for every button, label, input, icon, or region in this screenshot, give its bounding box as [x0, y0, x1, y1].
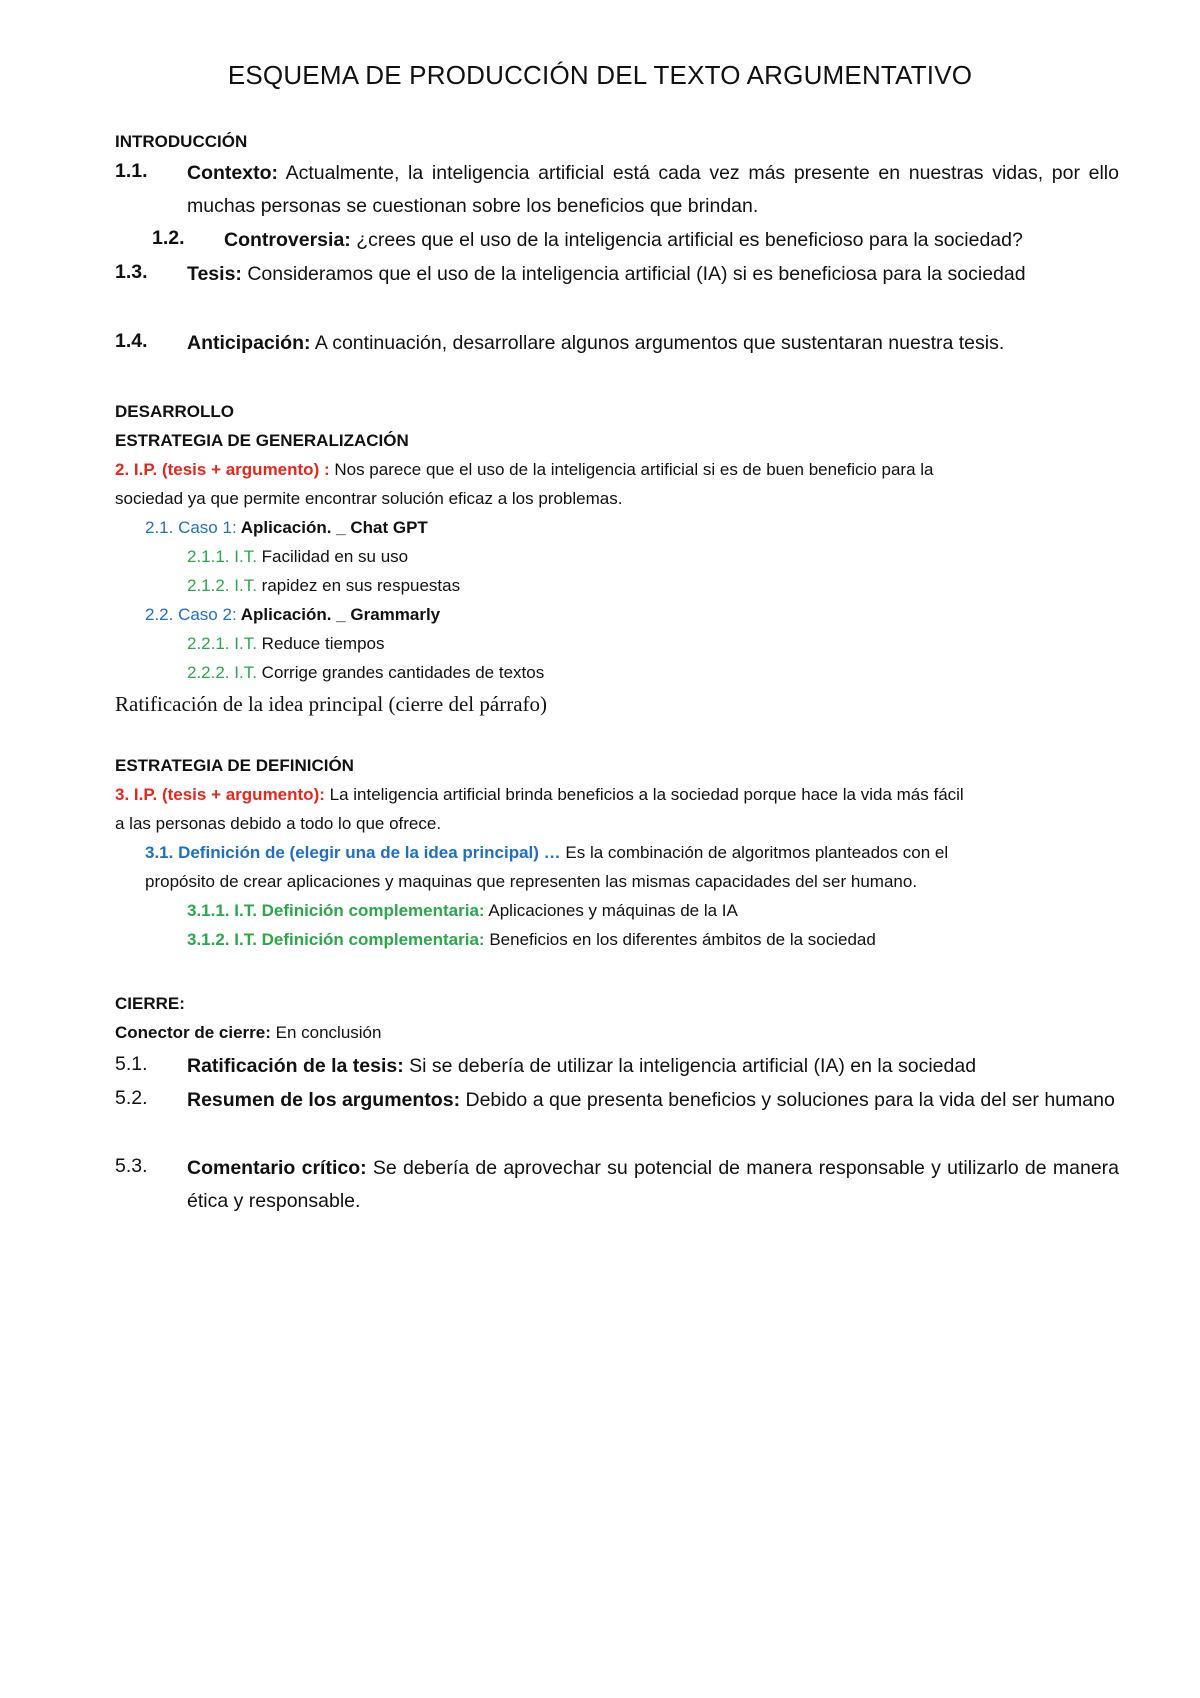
cierre-item-2-text: Debido a que presenta beneficios y soluciones para la vida del ser humano — [460, 1089, 1115, 1111]
intro-item-3-label: Tesis: — [187, 263, 242, 285]
intro-item-3-number: 1.3. — [115, 261, 148, 283]
definicion-heading: ESTRATEGIA DE DEFINICIÓN — [115, 756, 354, 775]
definicion-3-1-1-label: 3.1.1. I.T. Definición complementaria: — [187, 901, 485, 920]
case-2-label: 2.2. Caso 2: — [145, 605, 237, 624]
it-2-2-2 — [187, 663, 544, 683]
intro-item-1-text: Actualmente, la inteligencia artificial está cada vez más presente en nuestras vidas, por ello muchas personas se cuestionan sobre los beneficios que brindan. — [187, 162, 1119, 217]
definicion-3-1-line-1 — [145, 843, 948, 863]
definicion-3-1-label: 3.1. Definición de (elegir una de la idea principal) … — [145, 843, 561, 862]
cierre-connector-text: En conclusión — [270, 1023, 382, 1042]
intro-item-2-text: ¿crees que el uso de la inteligencia artificial es beneficioso para la sociedad? — [350, 229, 1023, 251]
generalizacion-ip-text-1: Nos parece que el uso de la inteligencia artificial si es de buen beneficio para la — [329, 460, 934, 479]
cierre-heading: CIERRE: — [115, 994, 185, 1013]
case-1-text: Aplicación. _ Chat GPT — [236, 518, 428, 537]
case-2-text: Aplicación. _ Grammarly — [236, 605, 441, 624]
cierre-item-3 — [187, 1152, 1119, 1218]
it-2-1-2 — [187, 576, 460, 596]
it-2-2-2-label: 2.2.2. I.T. — [187, 663, 257, 682]
it-2-1-1-text: Facilidad en su uso — [256, 547, 409, 566]
it-2-2-2-text: Corrige grandes cantidades de textos — [256, 663, 545, 682]
definicion-3-1-1 — [187, 901, 738, 921]
generalizacion-ip-line-1 — [115, 460, 933, 480]
intro-item-1 — [187, 157, 1119, 223]
it-2-1-1-label: 2.1.1. I.T. — [187, 547, 257, 566]
cierre-connector-label: Conector de cierre: — [115, 1023, 271, 1042]
definicion-ip-text-1: La inteligencia artificial brinda beneficios a la sociedad porque hace la vida más fácil — [324, 785, 964, 804]
cierre-item-1-text: Si se debería de utilizar la inteligencia artificial (IA) en la sociedad — [403, 1055, 977, 1077]
intro-item-1-number: 1.1. — [115, 160, 148, 182]
cierre-item-2-number: 5.2. — [115, 1087, 148, 1109]
case-1-label: 2.1. Caso 1: — [145, 518, 237, 537]
intro-item-2-number: 1.2. — [152, 227, 185, 249]
intro-item-2 — [224, 224, 1124, 257]
generalizacion-heading: ESTRATEGIA DE GENERALIZACIÓN — [115, 431, 409, 450]
it-2-1-2-label: 2.1.2. I.T. — [187, 576, 257, 595]
cierre-item-3-text: Se debería de aprovechar su potencial de manera responsable y utilizarlo de manera ética y responsable. — [187, 1157, 1119, 1212]
cierre-item-3-number: 5.3. — [115, 1155, 148, 1177]
definicion-3-1-2-text: Beneficios en los diferentes ámbitos de la sociedad — [484, 930, 876, 949]
cierre-item-3-label: Comentario crítico: — [187, 1157, 367, 1179]
case-1 — [145, 518, 428, 538]
it-2-1-1 — [187, 547, 408, 567]
intro-item-3-text: Consideramos que el uso de la inteligencia artificial (IA) si es beneficiosa para la sociedad — [241, 263, 1026, 285]
cierre-item-1-label: Ratificación de la tesis: — [187, 1055, 404, 1077]
it-2-2-1-label: 2.2.1. I.T. — [187, 634, 257, 653]
definicion-3-1-text-1: Es la combinación de algoritmos planteados con el — [560, 843, 949, 862]
intro-heading: INTRODUCCIÓN — [115, 132, 248, 151]
ratificacion-idea-principal: Ratificación de la idea principal (cierre del párrafo) — [115, 692, 548, 716]
definicion-ip-line-1 — [115, 785, 964, 805]
intro-item-4-number: 1.4. — [115, 330, 148, 352]
definicion-3-1-2 — [187, 930, 876, 950]
it-2-2-1 — [187, 634, 385, 654]
case-2 — [145, 605, 440, 625]
intro-item-4-text: A continuación, desarrollare algunos argumentos que sustentaran nuestra tesis. — [310, 332, 1005, 354]
intro-item-4-label: Anticipación: — [187, 332, 311, 354]
definicion-ip-label: 3. I.P. (tesis + argumento): — [115, 785, 325, 804]
definicion-3-1-text-2: propósito de crear aplicaciones y maquinas que representen las mismas capacidades del ser humano. — [145, 872, 918, 891]
cierre-item-2-label: Resumen de los argumentos: — [187, 1089, 461, 1111]
desarrollo-heading: DESARROLLO — [115, 402, 234, 421]
definicion-3-1-2-label: 3.1.2. I.T. Definición complementaria: — [187, 930, 485, 949]
document-title: ESQUEMA DE PRODUCCIÓN DEL TEXTO ARGUMENTATIVO — [227, 60, 973, 90]
intro-item-2-label: Controversia: — [224, 229, 351, 251]
cierre-item-2 — [187, 1084, 1119, 1117]
it-2-1-2-text: rapidez en sus respuestas — [256, 576, 461, 595]
definicion-ip-text-2: a las personas debido a todo lo que ofrece. — [115, 814, 442, 833]
generalizacion-ip-text-2: sociedad ya que permite encontrar solución eficaz a los problemas. — [115, 489, 623, 508]
intro-item-4 — [187, 327, 1127, 360]
cierre-item-1 — [187, 1050, 1127, 1083]
intro-item-3 — [187, 258, 1119, 291]
definicion-3-1-1-text: Aplicaciones y máquinas de la IA — [484, 901, 738, 920]
intro-item-1-label: Contexto: — [187, 162, 278, 184]
cierre-item-1-number: 5.1. — [115, 1053, 148, 1075]
it-2-2-1-text: Reduce tiempos — [256, 634, 385, 653]
generalizacion-ip-label: 2. I.P. (tesis + argumento) : — [115, 460, 330, 479]
cierre-connector — [115, 1023, 381, 1043]
